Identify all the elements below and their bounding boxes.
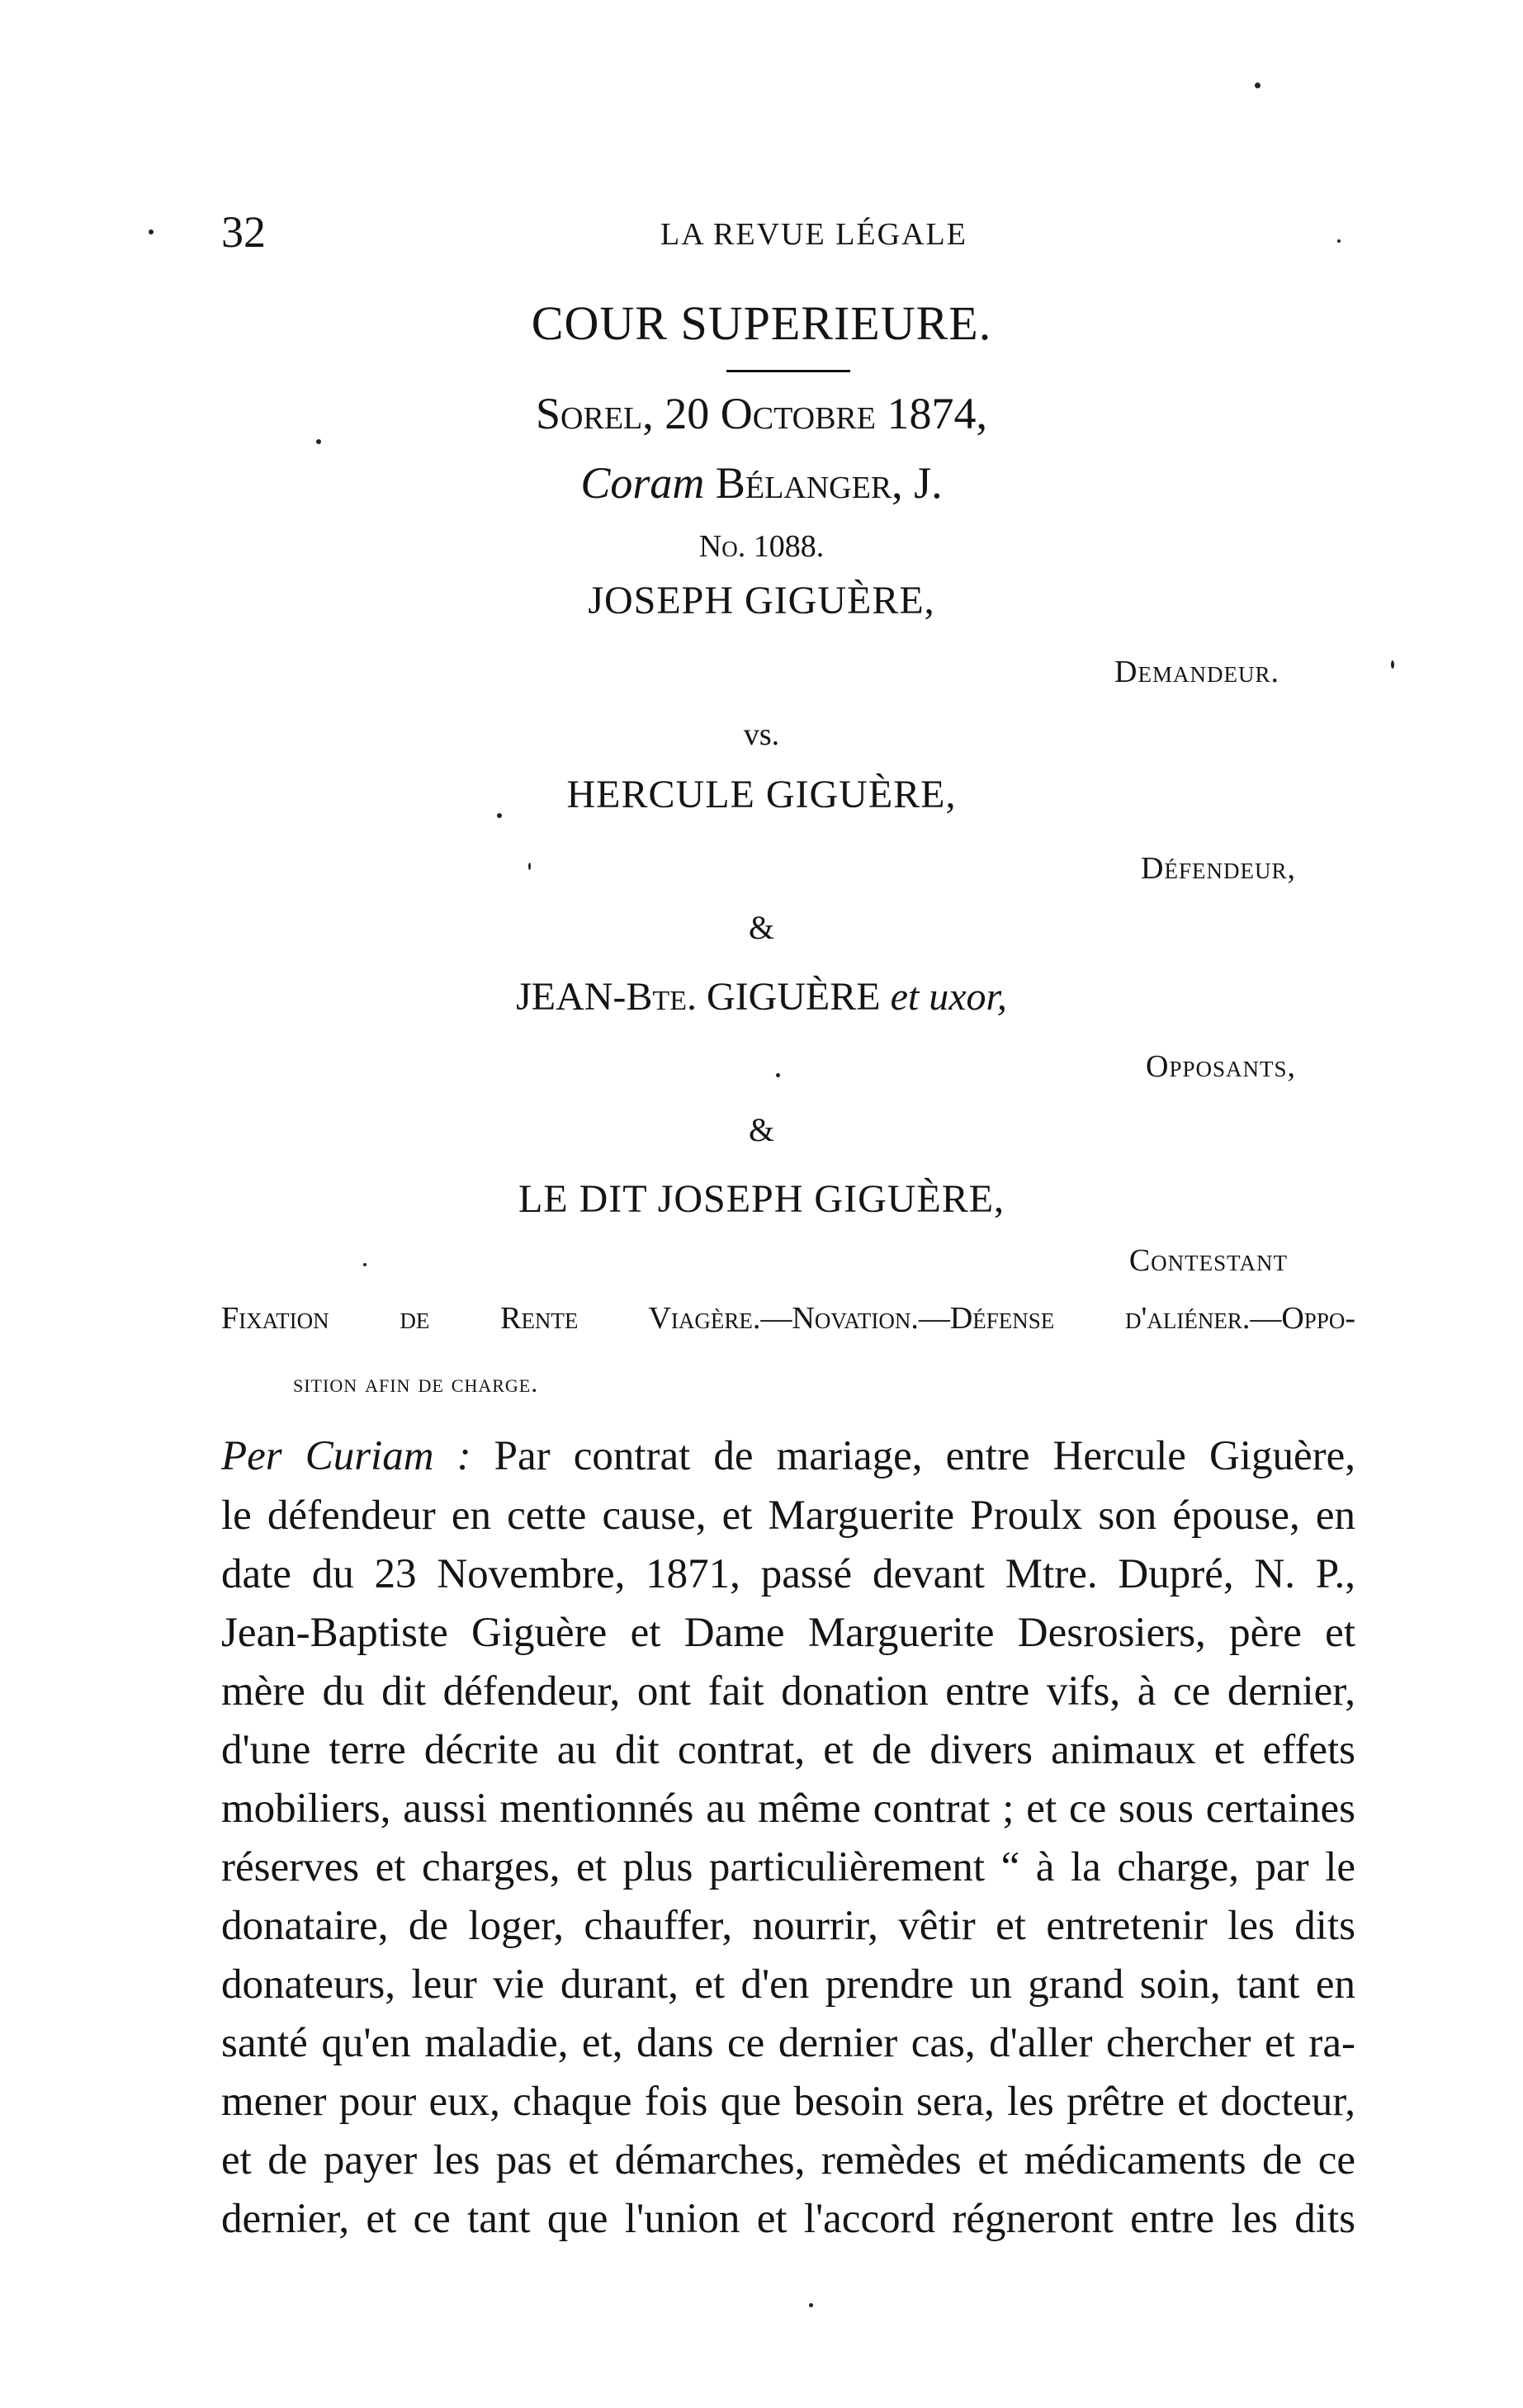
scan-speck bbox=[316, 439, 321, 444]
ampersand-2: & bbox=[748, 1111, 775, 1148]
scan-speck bbox=[149, 229, 154, 234]
body-line-10: donateurs, leur vie durant, et d'en prendre un grand soin, tant en bbox=[221, 1961, 1355, 2008]
headnote-line-1: Fixation de Rente Viagère.—Novation.—Défense d'aliéner.—Oppo- bbox=[221, 1301, 1355, 1336]
body-line-2: le défendeur en cette cause, et Marguerite Proulx son épouse, en bbox=[221, 1493, 1355, 1539]
opposants-name: JEAN-Bte. GIGUÈRE bbox=[516, 975, 881, 1019]
versus-label: vs. bbox=[743, 717, 780, 752]
plaintiff-name: JOSEPH GIGUÈRE, bbox=[588, 579, 935, 622]
headnote-line-2: sition afin de charge. bbox=[293, 1368, 539, 1398]
body-line-4: Jean-Baptiste Giguère et Dame Marguerite Desrosiers, père et bbox=[221, 1610, 1355, 1656]
body-line-8: réserves et charges, et plus particulièrement “ à la charge, par le bbox=[221, 1844, 1355, 1890]
scan-speck bbox=[1255, 83, 1260, 88]
heading-rule bbox=[726, 370, 850, 372]
judge-name: Bélanger, J. bbox=[715, 458, 943, 508]
scan-speck bbox=[809, 2303, 813, 2307]
body-line-1 bbox=[221, 1432, 1355, 1480]
body-line-9: donataire, de loger, chauffer, nourrir, vêtir et entretenir les dits bbox=[221, 1903, 1355, 1949]
body-line-12: mener pour eux, chaque fois que besoin sera, les prêtre et docteur, bbox=[221, 2079, 1355, 2125]
body-line-7: mobiliers, aussi mentionnés au même contrat ; et ce sous certaines bbox=[221, 1786, 1355, 1832]
case-number: No. 1088. bbox=[698, 529, 825, 564]
body-line-14: dernier, et ce tant que l'union et l'accord régneront entre les dits bbox=[221, 2196, 1355, 2242]
body-line-5: mère du dit défendeur, ont fait donation entre vifs, à ce dernier, bbox=[221, 1668, 1355, 1715]
running-title: LA REVUE LÉGALE bbox=[660, 217, 967, 252]
defendant-role: Défendeur, bbox=[1141, 851, 1296, 886]
scan-speck bbox=[1391, 660, 1394, 669]
coram-word: Coram bbox=[580, 458, 705, 508]
scan-speck bbox=[363, 1263, 367, 1266]
place-and-date: Sorel, 20 Octobre 1874, bbox=[536, 389, 987, 438]
defendant-name: HERCULE GIGUÈRE, bbox=[566, 773, 957, 816]
opposants-role: Opposants, bbox=[1146, 1049, 1296, 1084]
opposants-line bbox=[0, 974, 1523, 1019]
body-line-11: santé qu'en maladie, et, dans ce dernier cas, d'aller chercher et ra- bbox=[221, 2020, 1355, 2066]
scan-speck bbox=[528, 863, 531, 870]
per-curiam: Per Curiam : bbox=[221, 1433, 471, 1479]
scan-speck bbox=[776, 1073, 780, 1077]
ampersand-1: & bbox=[748, 909, 775, 946]
body-line-13: et de payer les pas et démarches, remèdes et médicaments de ce bbox=[221, 2137, 1355, 2183]
body-line-text: Par contrat de mariage, entre Hercule Giguère, bbox=[494, 1433, 1355, 1479]
body-line-3: date du 23 Novembre, 1871, passé devant Mtre. Dupré, N. P., bbox=[221, 1551, 1355, 1597]
plaintiff-role: Demandeur. bbox=[1114, 655, 1279, 689]
opposants-suffix: et uxor, bbox=[890, 975, 1007, 1019]
scan-speck bbox=[497, 813, 502, 818]
contestant-role: Contestant bbox=[1128, 1243, 1288, 1278]
contestant-name: LE DIT JOSEPH GIGUÈRE, bbox=[518, 1177, 1005, 1221]
body-line-6: d'une terre décrite au dit contrat, et de divers animaux et effets bbox=[221, 1727, 1355, 1773]
court-name: COUR SUPERIEURE. bbox=[531, 296, 992, 350]
coram-line bbox=[0, 457, 1523, 509]
scan-speck bbox=[1337, 239, 1341, 243]
page-number: 32 bbox=[221, 207, 266, 257]
